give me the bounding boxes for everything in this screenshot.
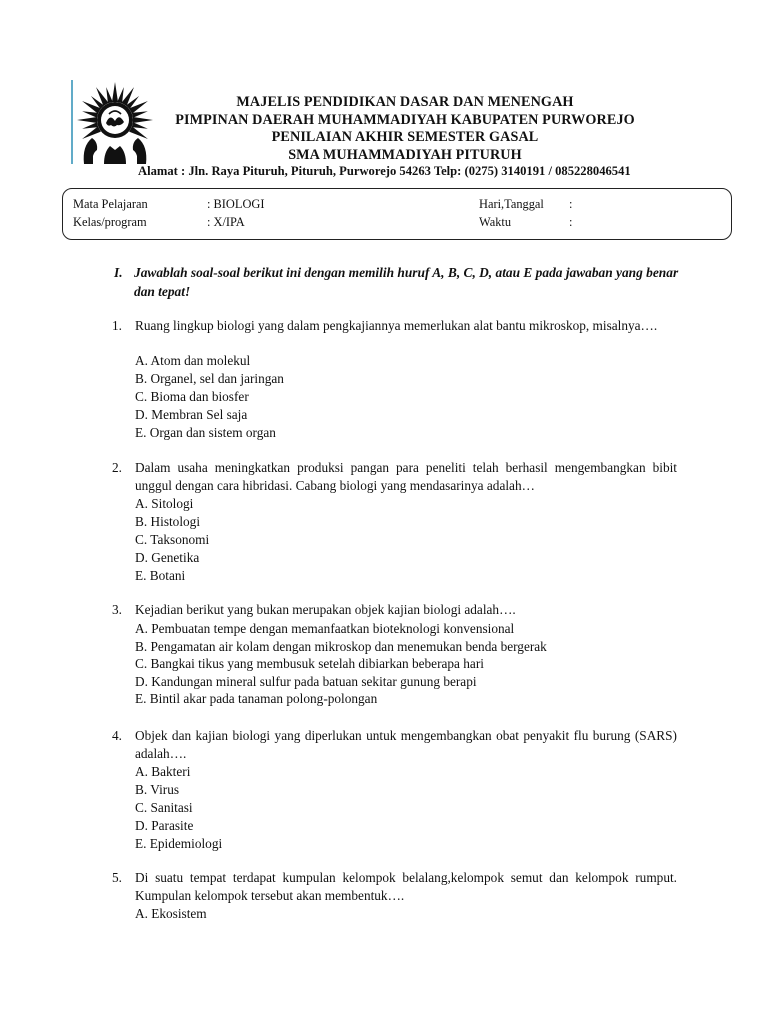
option-c[interactable]: C. Bangkai tikus yang membusuk setelah dibiarkan beberapa hari (135, 656, 484, 672)
option-a[interactable]: A. Bakteri (135, 764, 191, 779)
subject-label: Mata Pelajaran (73, 197, 148, 211)
question-options (135, 905, 207, 923)
class-label: Kelas/program (73, 215, 147, 229)
date-label: Hari,Tanggal (479, 197, 544, 211)
option-e[interactable]: E. Epidemiologi (135, 836, 223, 851)
date-value: : (569, 197, 573, 211)
option-d[interactable]: D. Kandungan mineral sulfur pada batuan sekitar gunung berapi (135, 673, 477, 689)
option-a[interactable]: A. Sitologi (135, 496, 194, 511)
option-b[interactable]: B. Virus (135, 782, 180, 797)
muhammadiyah-logo-icon (70, 78, 160, 166)
option-c[interactable]: C. Bioma dan biosfer (135, 389, 249, 404)
option-d[interactable]: D. Genetika (135, 550, 200, 565)
school-header (150, 94, 660, 164)
option-a[interactable]: A. Pembuatan tempe dengan memanfaatkan bioteknologi konvensional (135, 621, 515, 636)
header-line-exam-title: PENILAIAN AKHIR SEMESTER GASAL (271, 129, 539, 145)
question-options (135, 620, 547, 708)
option-d[interactable]: D. Parasite (135, 818, 194, 833)
option-d[interactable]: D. Membran Sel saja (135, 407, 248, 422)
option-e[interactable]: E. Bintil akar pada tanaman polong-polongan (135, 691, 378, 707)
time-label: Waktu (479, 215, 512, 229)
option-b[interactable]: B. Pengamatan air kolam dengan mikroskop dan menemukan benda bergerak (135, 638, 547, 654)
option-a[interactable]: A. Ekosistem (135, 906, 207, 921)
option-a[interactable]: A. Atom dan molekul (135, 353, 251, 368)
question-text: Objek dan kajian biologi yang diperlukan untuk mengembangkan obat penyakit flu burung (SARS) adalah…. (135, 728, 677, 761)
question-text: Di suatu tempat terdapat kumpulan kelompok belalang,kelompok semut dan kelompok rumput. Kumpulan kelompok tersebut akan membentuk…. (135, 870, 677, 903)
header-line-school-name: SMA MUHAMMADIYAH PITURUH (288, 146, 522, 163)
question-text: Ruang lingkup biologi yang dalam pengkajiannya memerlukan alat bantu mikroskop, misalnya…. (135, 318, 658, 333)
question-text: Dalam usaha meningkatkan produksi pangan para peneliti telah berhasil mengembangkan bibit unggul dengan cara hibridasi. Cabang biologi yang mendasarinya adalah… (135, 460, 677, 493)
question-number: 5. (112, 870, 122, 885)
subject-value: : BIOLOGI (207, 197, 265, 211)
school-address: Alamat : Jln. Raya Pituruh, Pituruh, Purworejo 54263 Telp: (0275) 3140191 / 085228046541 (138, 164, 631, 178)
question-number: 1. (112, 318, 122, 333)
question-options (135, 763, 222, 853)
question-number: 3. (112, 602, 122, 617)
question-options (135, 352, 284, 442)
header-line-council: MAJELIS PENDIDIKAN DASAR DAN MENENGAH (236, 94, 574, 110)
option-e[interactable]: E. Organ dan sistem organ (135, 425, 276, 440)
option-c[interactable]: C. Sanitasi (135, 800, 193, 815)
section-number: I. (114, 265, 123, 280)
time-value: : (569, 215, 573, 229)
option-e[interactable]: E. Botani (135, 568, 186, 583)
option-c[interactable]: C. Taksonomi (135, 532, 210, 547)
exam-info-box (62, 188, 732, 240)
header-line-regency: PIMPINAN DAERAH MUHAMMADIYAH KABUPATEN PURWOREJO (175, 111, 635, 128)
question-options (135, 495, 209, 585)
option-b[interactable]: B. Histologi (135, 514, 201, 529)
option-b[interactable]: B. Organel, sel dan jaringan (135, 371, 284, 386)
question-number: 2. (112, 460, 122, 475)
class-value: : X/IPA (207, 215, 245, 229)
info-row-subject (63, 197, 731, 214)
question-number: 4. (112, 728, 122, 743)
info-row-class (63, 215, 731, 232)
section-text: Jawablah soal-soal berikut ini dengan memilih huruf A, B, C, D, atau E pada jawaban yang benar dan tepat! (134, 265, 679, 299)
question-text: Kejadian berikut yang bukan merupakan objek kajian biologi adalah…. (135, 602, 516, 617)
